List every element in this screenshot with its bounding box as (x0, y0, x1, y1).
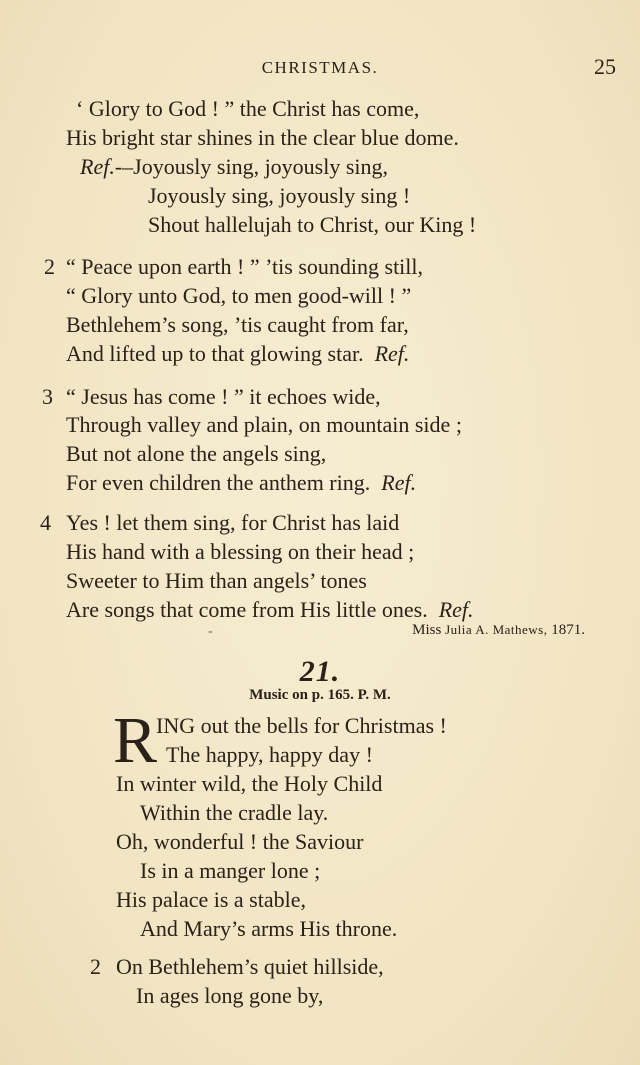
verse4-line-4-text: Are songs that come from His little ones. (66, 597, 428, 622)
verse4-line-3: Sweeter to Him than angels’ tones (66, 568, 367, 593)
hymn21-line-5: Oh, wonderful ! the Saviour (116, 829, 364, 854)
page-number: 25 (594, 54, 616, 79)
verse-number-2: 2 (44, 254, 55, 279)
verse2-line-2: “ Glory unto God, to men good-will ! ” (66, 283, 412, 308)
hymn21-line-6: Is in a manger lone ; (140, 858, 321, 883)
hymn21-line-4: Within the cradle lay. (140, 800, 329, 825)
verse4-line-4 (66, 596, 474, 624)
attribution (412, 622, 585, 639)
verse2-line-4 (66, 340, 409, 368)
verse3-line-1: “ Jesus has come ! ” it echoes wide, (66, 384, 381, 409)
ref-marker: Ref. (438, 597, 474, 622)
verse-number-3: 3 (42, 384, 53, 409)
refrain-line-3 (80, 153, 388, 181)
refrain-line-5: Shout hallelujah to Christ, our King ! (148, 212, 477, 237)
attribution-name: Julia A. Mathews, (445, 622, 548, 637)
music-reference: Music on p. 165. P. M. (249, 687, 391, 703)
drop-cap: R (113, 704, 158, 777)
verse2-line-1: “ Peace upon earth ! ” ’tis sounding still, (66, 254, 424, 279)
verse3-line-2: Through valley and plain, on mountain side ; (66, 412, 462, 437)
verse4-line-2: His hand with a blessing on their head ; (66, 539, 415, 564)
hymn21-verse2-line-2: In ages long gone by, (136, 983, 324, 1008)
hymn21-line-2: The happy, happy day ! (166, 742, 373, 767)
verse2-line-4-text: And lifted up to that glowing star. (66, 341, 364, 366)
verse3-line-3: But not alone the angels sing, (66, 441, 327, 466)
hymn21-verse2-line-1: On Bethlehem’s quiet hillside, (116, 954, 384, 979)
hymn21-line-7: His palace is a stable, (116, 887, 306, 912)
verse2-line-3: Bethlehem’s song, ’tis caught from far, (66, 312, 409, 337)
page-header (0, 54, 640, 84)
hymn-number: 21. (299, 655, 341, 688)
running-head: CHRISTMAS. (261, 58, 379, 77)
refrain-line-4: Joyously sing, joyously sing ! (148, 183, 411, 208)
attribution-prefix: Miss (412, 622, 446, 638)
refrain-line-2: His bright star shines in the clear blue dome. (66, 125, 459, 150)
verse-number-4: 4 (40, 510, 51, 535)
ref-marker: Ref. (374, 341, 410, 366)
verse3-line-4 (66, 469, 416, 497)
hymn21-line-8: And Mary’s arms His throne. (140, 916, 398, 941)
refrain-label: Ref.- (80, 154, 123, 179)
hymn21-line-3: In winter wild, the Holy Child (116, 771, 383, 796)
attribution-year: 1871. (551, 622, 585, 638)
decorative-dash: - (208, 624, 213, 639)
verse4-line-1: Yes ! let them sing, for Christ has laid (66, 510, 400, 535)
hymn21-verse-number-2: 2 (90, 954, 101, 979)
verse3-line-4-text: For even children the anthem ring. (66, 470, 371, 495)
hymn21-line-1: ING out the bells for Christmas ! (156, 713, 447, 738)
refrain-line-1: ‘ Glory to God ! ” the Christ has come, (76, 96, 420, 121)
refrain-line-3-text: –Joyously sing, joyously sing, (122, 154, 389, 179)
ref-marker: Ref. (381, 470, 417, 495)
